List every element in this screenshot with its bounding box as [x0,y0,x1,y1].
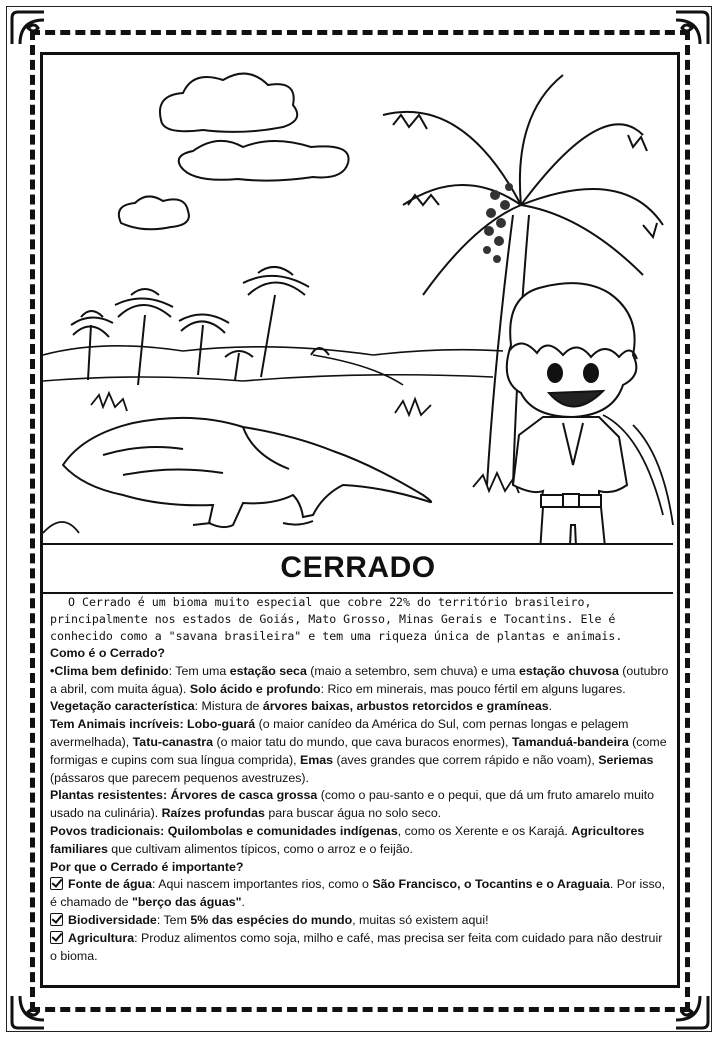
bio-item [50,912,670,930]
plantas-paragraph [50,787,670,823]
plantas-arvores: Árvores de casca grossa [170,788,318,803]
clouds [119,74,349,230]
fonte-label: Fonte de água [68,877,152,892]
corner-ornament-top-right [672,8,712,48]
animal-seriemas: Seriemas [598,752,654,767]
cerrado-illustration [43,55,677,543]
animais-label: Tem Animais incríveis: [50,717,188,732]
animal-seriemas-text: (pássaros que parecem pequenos avestruzes). [50,770,309,785]
clima-text-2: (maio a setembro, sem chuva) e uma [306,663,519,678]
clima-paragraph [50,663,670,716]
animal-emas: Emas [300,752,334,767]
solo-label: Solo ácido e profundo [189,681,321,696]
agri-label: Agricultura [68,930,135,945]
clima-seca: estação seca [229,663,307,678]
corner-ornament-bottom-right [672,992,712,1032]
povos-paragraph [50,823,670,859]
agri-item [50,930,670,966]
plantas-arvores-text: (como o pau-santo e o pequi, que dá um fruto amarelo muito usado na culinária). [50,788,655,821]
veg-text: : Mistura de [194,699,263,714]
fonte-item [50,876,670,912]
animal-emas-text: (aves grandes que correm rápido e não voam), [333,752,599,767]
importante-section [50,859,670,877]
importante-heading: Por que o Cerrado é importante? [50,859,244,874]
animais-paragraph [50,716,670,787]
intro-paragraph [50,594,670,645]
povos-agricultores-text: que cultivam alimentos típicos, como o arroz e o feijão. [107,841,413,856]
fonte-rios: São Francisco, o Tocantins e o Araguaia [372,877,610,892]
clima-text-3: (outubro a abril, com muita água). [50,663,669,696]
anteater [63,418,431,527]
como-heading: Como é o Cerrado? [50,646,165,660]
title-band [43,543,673,594]
intro-text: O Cerrado é um bioma muito especial que cobre 22% do território brasileiro, principalmente nos estados de Goiás, Mato Grosso, Minas Gerais e Tocantins. Ele é conhecido como a "savana brasileira" e tem uma riqueza única de plantas e animais. [50,595,623,643]
text-content [50,594,670,986]
animal-lobo: Lobo-guará [187,717,256,732]
corner-ornament-top-left [8,8,48,48]
como-section [50,645,670,663]
bio-label: Biodiversidade [68,912,157,927]
veg-end: . [548,699,553,714]
clima-text: : Tem uma [168,663,230,678]
big-palm [383,75,663,485]
animal-tatu: Tatu-canastra [132,734,213,749]
fonte-berco: "berço das águas" [131,895,242,910]
page-title: CERRADO [280,551,436,584]
fonte-text: : Aqui nascem importantes rios, como o [152,877,373,892]
animal-tamandua-text: (come formigas e cupins com sua língua comprida), [50,734,667,767]
clima-chuvosa: estação chuvosa [518,663,619,678]
povos-quilombolas: Quilombolas e comunidades indígenas [167,823,398,838]
animal-lobo-text: (o maior canídeo da América do Sul, com pernas longas e pelagem avermelhada), [50,717,629,749]
veg-bold: árvores baixas, arbustos retorcidos e gramíneas [262,699,549,714]
povos-agricultores: Agricultores familiares [50,823,645,856]
animal-tamandua: Tamanduá-bandeira [511,734,629,749]
checkbox-icon [50,913,63,926]
fonte-end: . [241,895,245,910]
plantas-raizes-text: para buscar água no solo seco. [264,806,442,821]
bio-end: , muitas só existem aqui! [352,912,489,927]
povos-quilombolas-text: , como os Xerente e os Karajá. [397,823,572,838]
plantas-raizes: Raízes profundas [161,806,265,821]
plantas-label: Plantas resistentes: [50,788,171,803]
horizon [43,346,503,385]
bio-text: : Tem [156,912,191,927]
distant-palms [71,267,329,385]
agri-text: : Produz alimentos como soja, milho e café, mas precisa ser feita com cuidado para não destruir o bioma. [50,930,663,963]
animal-tatu-text: (o maior tatu do mundo, que cava buracos enormes), [213,734,512,749]
boy [507,283,637,543]
corner-ornament-bottom-left [8,992,48,1032]
checkbox-icon [50,931,63,944]
veg-label: Vegetação característica [50,699,195,714]
povos-label: Povos tradicionais: [50,823,168,838]
fonte-text-2: . Por isso, é chamado de [50,877,666,910]
bio-bold: 5% das espécies do mundo [190,912,353,927]
solo-text: : Rico em minerais, mas pouco fértil em alguns lugares. [320,681,626,696]
checkbox-icon [50,877,63,890]
clima-label: •Clima bem definido [50,663,169,678]
